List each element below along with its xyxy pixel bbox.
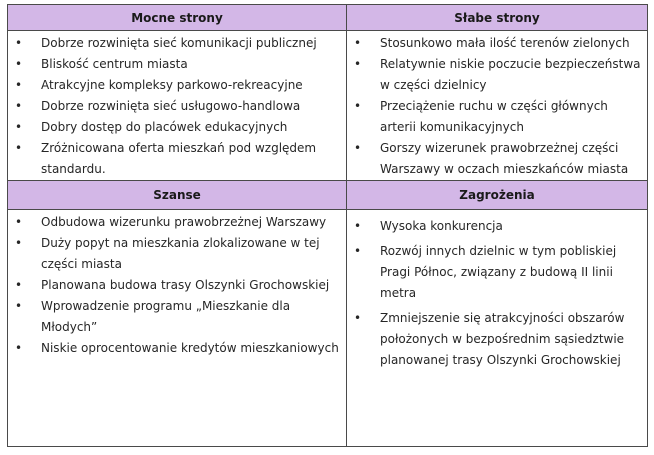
strengths-header: Mocne strony bbox=[8, 5, 347, 31]
list-item: • Niskie oprocentowanie kredytów mieszkaniowych bbox=[12, 338, 342, 359]
list-item: • Stosunkowo mała ilość terenów zielonych bbox=[351, 33, 643, 54]
list-item: • Gorszy wizerunek prawobrzeżnej części Warszawy w oczach mieszkańców miasta bbox=[351, 138, 643, 180]
threats-cell bbox=[347, 210, 648, 447]
threats-header: Zagrożenia bbox=[347, 181, 648, 210]
strengths-list bbox=[8, 31, 346, 180]
bullet-icon: • bbox=[354, 141, 362, 155]
bullet-icon: • bbox=[354, 36, 362, 50]
list-item: • Zróżnicowana oferta mieszkań pod względem standardu. bbox=[12, 138, 342, 180]
bullet-icon: • bbox=[354, 219, 362, 233]
opportunities-cell bbox=[8, 210, 347, 447]
list-item: • Bliskość centrum miasta bbox=[12, 54, 342, 75]
list-item: • Rozwój innych dzielnic w tym pobliskiej Pragi Północ, związany z budową II linii metra bbox=[351, 241, 643, 304]
bullet-icon: • bbox=[15, 215, 23, 229]
list-item: • Atrakcyjne kompleksy parkowo-rekreacyjne bbox=[12, 75, 342, 96]
list-item: • Dobrze rozwinięta sieć komunikacji publicznej bbox=[12, 33, 342, 54]
swot-table bbox=[7, 4, 648, 447]
strengths-cell bbox=[8, 31, 347, 181]
list-item: • Planowana budowa trasy Olszynki Grochowskiej bbox=[12, 275, 342, 296]
bullet-icon: • bbox=[15, 141, 23, 155]
bullet-icon: • bbox=[15, 299, 23, 313]
bullet-icon: • bbox=[15, 278, 23, 292]
bullet-icon: • bbox=[354, 244, 362, 258]
bullet-icon: • bbox=[15, 236, 23, 250]
list-item: • Dobry dostęp do placówek edukacyjnych bbox=[12, 117, 342, 138]
list-item: • Wprowadzenie programu „Mieszkanie dla Młodych” bbox=[12, 296, 342, 338]
bullet-icon: • bbox=[15, 57, 23, 71]
bullet-icon: • bbox=[15, 341, 23, 355]
bullet-icon: • bbox=[15, 36, 23, 50]
list-item: • Dobrze rozwinięta sieć usługowo-handlowa bbox=[12, 96, 342, 117]
weaknesses-header: Słabe strony bbox=[347, 5, 648, 31]
bullet-icon: • bbox=[354, 99, 362, 113]
list-item: • Duży popyt na mieszkania zlokalizowane w tej części miasta bbox=[12, 233, 342, 275]
list-item: • Przeciążenie ruchu w części głównych arterii komunikacyjnych bbox=[351, 96, 643, 138]
threats-list bbox=[347, 210, 647, 371]
bullet-icon: • bbox=[15, 78, 23, 92]
opportunities-list bbox=[8, 210, 346, 359]
bullet-icon: • bbox=[15, 120, 23, 134]
bullet-icon: • bbox=[354, 57, 362, 71]
weaknesses-cell bbox=[347, 31, 648, 181]
list-item: • Relatywnie niskie poczucie bezpieczeństwa w części dzielnicy bbox=[351, 54, 643, 96]
list-item: • Zmniejszenie się atrakcyjności obszarów położonych w bezpośrednim sąsiedztwie planowanej trasy Olszynki Grochowskiej bbox=[351, 308, 643, 371]
opportunities-header: Szanse bbox=[8, 181, 347, 210]
list-item: • Wysoka konkurencja bbox=[351, 216, 643, 237]
bullet-icon: • bbox=[15, 99, 23, 113]
list-item: • Odbudowa wizerunku prawobrzeżnej Warszawy bbox=[12, 212, 342, 233]
weaknesses-list bbox=[347, 31, 647, 180]
bullet-icon: • bbox=[354, 311, 362, 325]
